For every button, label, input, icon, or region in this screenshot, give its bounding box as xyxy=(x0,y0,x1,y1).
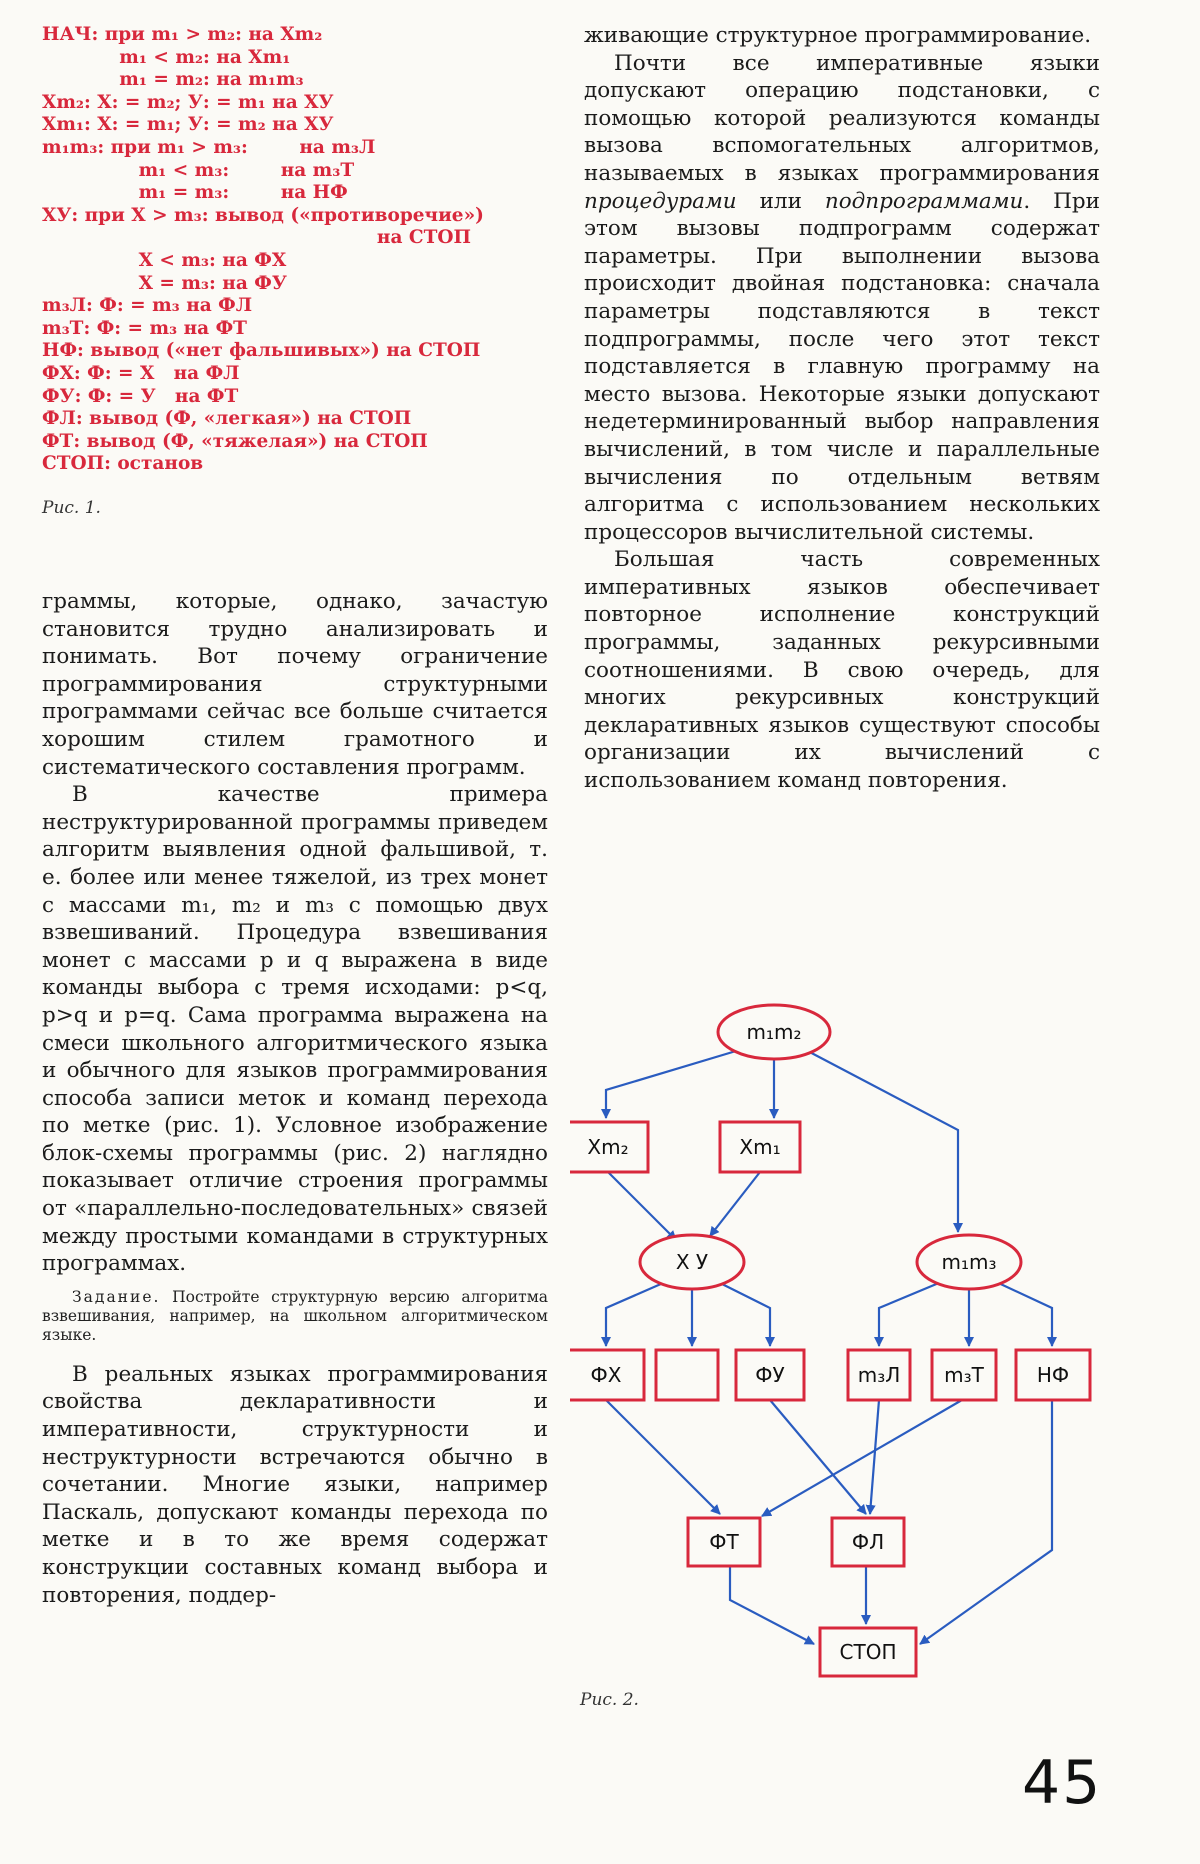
arrow xyxy=(606,1048,746,1118)
node-label: ФX xyxy=(590,1363,622,1387)
page-number: 45 xyxy=(1022,1748,1103,1818)
listing-line: ФУ: Ф: = У на ФТ xyxy=(42,385,239,407)
listing-line: ФX: Ф: = X на ФЛ xyxy=(42,362,240,384)
fig1-caption: Рис. 1. xyxy=(42,498,101,518)
arrow xyxy=(730,1566,814,1644)
node-fy xyxy=(736,1350,804,1400)
paragraph xyxy=(584,50,1100,547)
paragraph: Большая часть современных императивных языков обеспечивает повторное исполнение конструкций программы, заданных рекурсивными соотношениями. В свою очередь, для многих рекурсивных конструкций декларативных языков существуют способы организации их вычислений с использованием команд повторения. xyxy=(584,547,1100,794)
paragraph: В качестве примера неструктурированной программы приведем алгоритм выявления одной фальшивой, т. е. более или менее тяжелой, из трех монет с массами m₁, m₂ и m₃ с помощью двух взвешиваний. Процедура взвешивания монет с массами p и q выражена в виде команды выбора с тремя исходами: p<q, p>q и p=q. Сама программа выражена на смеси школьного алгоритмического языка и обычного для языков программирования способа записи меток и команд перехода по метке (рис. 1). Условное изображение блок-схемы программы (рис. 2) наглядно показывает отличие строения программы от «параллельно-последовательных» связей между простыми командами в структурных программах. xyxy=(42,782,548,1277)
fig2-caption: Рис. 2. xyxy=(580,1690,639,1710)
node-empty xyxy=(656,1350,718,1400)
paragraph: граммы, которые, однако, зачастую становится трудно анализировать и понимать. Вот почему ограничение программирования структурными программами сейчас все больше считается хорошим стилем грамотного и систематического составления программ. xyxy=(42,589,548,780)
listing-line: ФЛ: вывод (Ф, «легкая») на СТОП xyxy=(42,408,412,430)
listing-line: НФ: вывод («нет фальшивых») на СТОП xyxy=(42,340,481,362)
task-text: Постройте структурную версию алгоритма взвешивания, например, на школьном алгоритмическом языке. xyxy=(42,1287,548,1344)
node-label: Xm₂ xyxy=(587,1135,629,1159)
node-label: m₁m₂ xyxy=(746,1020,802,1044)
listing-line: X < m₃: на ФX xyxy=(42,249,287,271)
arrow xyxy=(992,1280,1052,1346)
listing-line: m₁ < m₃: на m₃Т xyxy=(42,159,355,181)
listing-line: m₁ = m₃: на НФ xyxy=(42,182,348,204)
listing-line: m₁ = m₂: на m₁m₃ xyxy=(42,69,304,91)
flowchart-layer xyxy=(570,1005,1090,1676)
term-subprograms: подпрограммами xyxy=(824,188,1024,214)
listing-line: m₃Т: Ф: = m₃ на ФТ xyxy=(42,317,247,339)
node-stop xyxy=(820,1628,916,1676)
arrow xyxy=(606,1400,720,1514)
listing-line: Xm₂: X: = m₂; У: = m₁ на XУ xyxy=(42,91,334,113)
node-label: СТОП xyxy=(839,1640,897,1664)
node-label: ФТ xyxy=(709,1530,739,1554)
node-m1m3 xyxy=(917,1235,1021,1289)
paragraph: В реальных языках программирования свойства декларативности и императивности, структурности и неструктурности встречаются обычно в сочетании. Многие языки, например Паскаль, допускают команды перехода по метке и в то же время содержат конструкции составных команд выбора и повторения, поддер- xyxy=(42,1361,548,1608)
arrow xyxy=(879,1280,946,1346)
node-label: ФЛ xyxy=(851,1530,885,1554)
arrow xyxy=(920,1400,1052,1644)
listing-line: m₃Л: Ф: = m₃ на ФЛ xyxy=(42,295,253,317)
node-fl xyxy=(832,1518,904,1566)
arrow xyxy=(802,1048,958,1232)
node-m3l xyxy=(848,1350,910,1400)
node-label: m₁m₃ xyxy=(941,1250,997,1274)
node-xy xyxy=(640,1235,744,1289)
listing-line: m₁ < m₂: на Xm₁ xyxy=(42,46,291,68)
node-xm2 xyxy=(570,1122,648,1172)
node-shape xyxy=(656,1350,718,1400)
node-label: НФ xyxy=(1036,1363,1070,1387)
arrow xyxy=(606,1280,670,1346)
node-fx xyxy=(570,1350,644,1400)
arrow xyxy=(710,1172,760,1236)
listing-line: ФТ: вывод (Ф, «тяжелая») на СТОП xyxy=(42,430,428,452)
arrow xyxy=(770,1400,866,1514)
paragraph: живающие структурное программирование. xyxy=(584,23,1092,48)
node-label: m₃Т xyxy=(944,1363,984,1387)
right-column xyxy=(584,22,1100,795)
arrow xyxy=(608,1172,676,1240)
arrow xyxy=(870,1400,879,1514)
text-run: Почти все императивные языки допускают операцию подстановки, с помощью которой реализуются команды вызова вспомогательных алгоритмов, называемых в языках программирования xyxy=(584,50,1100,186)
listing-line: СТОП: останов xyxy=(42,453,204,475)
node-label: Xm₁ xyxy=(739,1135,781,1159)
term-procedures: процедурами xyxy=(584,188,737,214)
text-run: . При этом вызовы подпрограмм содержат параметры. При выполнении вызова происходит двойная подстановка: сначала параметры подставляются в текст подпрограммы, после чего этот текст подставляется в главную программу на место вызова. Некоторые языки допускают недетерминированный выбор направления вычислений, в том числе и параллельные вычисления по отдельным ветвям алгоритма с использованием нескольких процессоров вычислительной системы. xyxy=(584,188,1101,545)
flowchart xyxy=(570,990,1110,1680)
task-note xyxy=(42,1288,548,1345)
listing-line: XУ: при X > m₃: вывод («противоречие») xyxy=(42,204,484,226)
arrow xyxy=(762,1400,962,1516)
listing-line: X = m₃: на ФУ xyxy=(42,272,287,294)
text-run: или xyxy=(759,188,802,214)
listing-line: Xm₁: X: = m₁; У: = m₂ на XУ xyxy=(42,114,334,136)
task-label: Задание. xyxy=(72,1287,161,1306)
node-label: m₃Л xyxy=(857,1363,901,1387)
listing-line: m₁m₃: при m₁ > m₃: на m₃Л xyxy=(42,136,376,158)
arrow xyxy=(714,1280,770,1346)
node-label: X У xyxy=(675,1250,709,1274)
listing-line: НАЧ: при m₁ > m₂: на Xm₂ xyxy=(42,24,323,45)
node-m1m2 xyxy=(718,1005,830,1059)
node-label: ФУ xyxy=(755,1363,785,1387)
left-column xyxy=(42,588,548,1609)
node-ft xyxy=(688,1518,760,1566)
node-xm1 xyxy=(720,1122,800,1172)
node-m3t xyxy=(932,1350,996,1400)
program-listing xyxy=(42,24,552,476)
node-nf xyxy=(1016,1350,1090,1400)
listing-line: на СТОП xyxy=(42,227,471,249)
